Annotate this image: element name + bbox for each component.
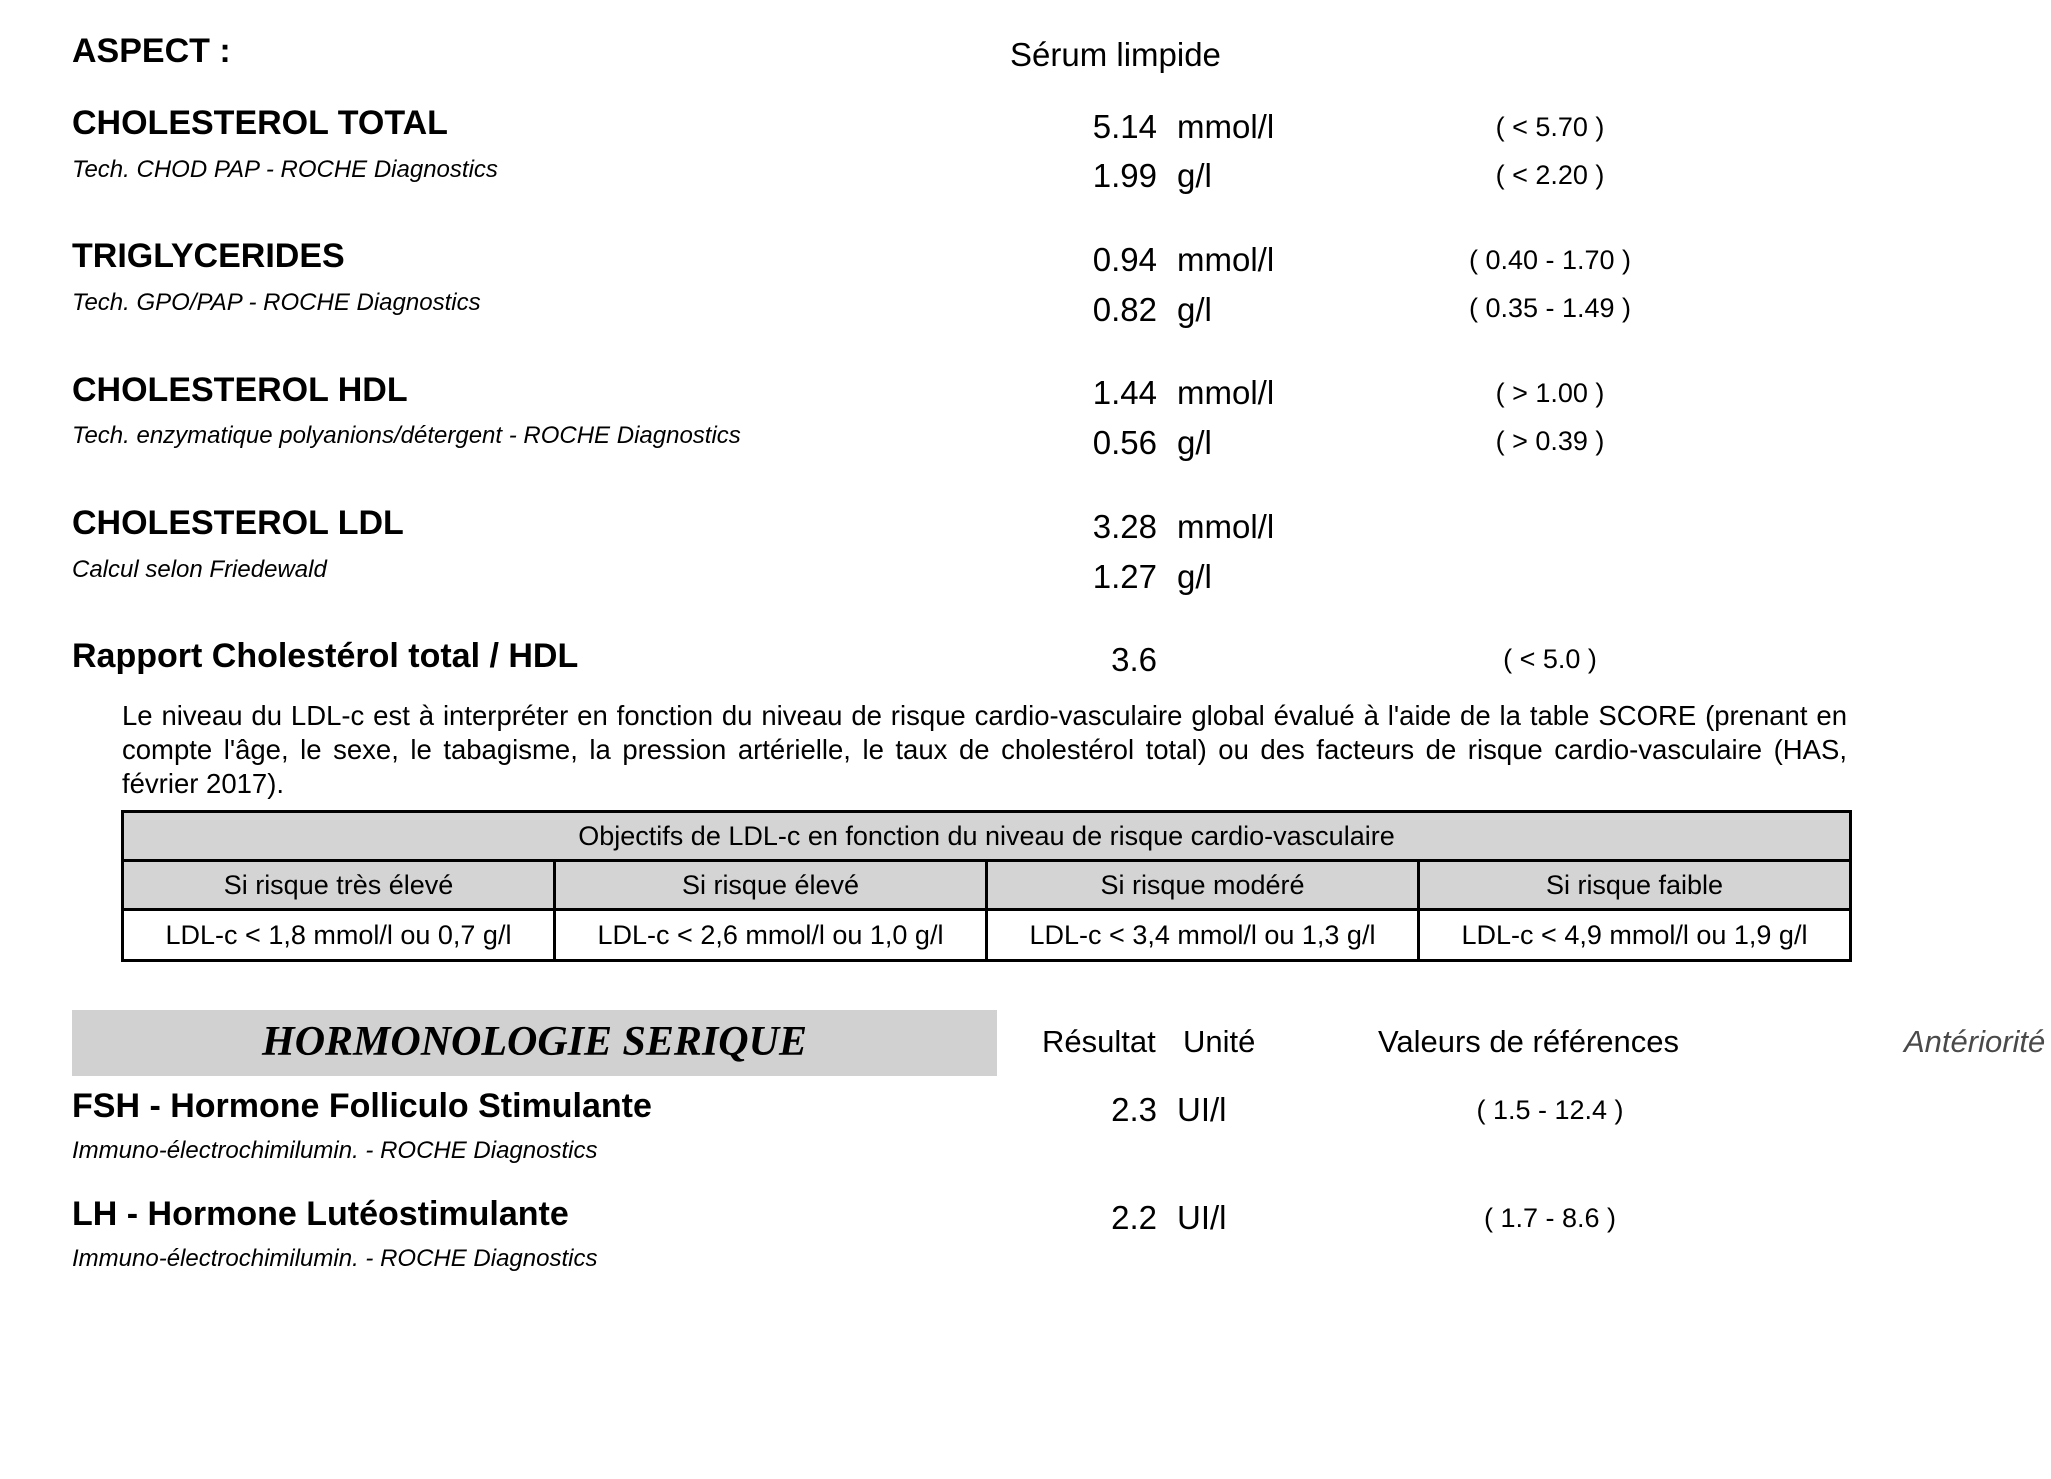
test-reference: ( 0.40 - 1.70 ) <box>1468 245 1632 275</box>
test-value: 0.56 <box>1092 424 1157 461</box>
ratio-reference: ( < 5.0 ) <box>1503 644 1597 674</box>
ldl-table-header: Si risque très élevé <box>123 861 555 910</box>
ldl-table-title: Objectifs de LDL-c en fonction du niveau de risque cardio-vasculaire <box>123 812 1851 861</box>
test-reference: ( 0.35 - 1.49 ) <box>1468 293 1632 323</box>
test-unit: g/l <box>1177 424 1212 461</box>
test-reference: ( 1.5 - 12.4 ) <box>1476 1095 1624 1125</box>
test-unit: g/l <box>1177 291 1212 328</box>
ldl-table-header: Si risque modéré <box>987 861 1419 910</box>
column-header-result: Résultat <box>1042 1024 1156 1059</box>
ldl-table-header: Si risque élevé <box>555 861 987 910</box>
test-value: 1.99 <box>1092 157 1157 194</box>
test-value: 1.27 <box>1092 558 1157 595</box>
test-unit: UI/l <box>1177 1199 1227 1236</box>
ldl-table-cell: LDL-c < 3,4 mmol/l ou 1,3 g/l <box>987 910 1419 961</box>
test-technique: Immuno-électrochimilumin. - ROCHE Diagnostics <box>72 1137 598 1164</box>
ldl-interpretation-text: Le niveau du LDL-c est à interpréter en fonction du niveau de risque cardio-vasculaire global évalué à l'aide de la table SCORE (prenant en compte l'âge, le sexe, le tabagisme, la pression artérielle, le taux de cholestérol total) ou des facteurs de risque cardio-vasculaire (HAS, février 2017). <box>122 700 1847 799</box>
test-value: 5.14 <box>1092 108 1157 145</box>
aspect-label: ASPECT : <box>72 32 231 70</box>
ratio-name: Rapport Cholestérol total / HDL <box>72 637 579 675</box>
test-unit: UI/l <box>1177 1091 1227 1128</box>
test-name: LH - Hormone Lutéostimulante <box>72 1195 569 1233</box>
test-reference: ( > 1.00 ) <box>1495 378 1605 408</box>
column-header-reference: Valeurs de références <box>1378 1024 1679 1059</box>
test-name: CHOLESTEROL LDL <box>72 504 404 542</box>
test-technique: Tech. enzymatique polyanions/détergent - ROCHE Diagnostics <box>72 422 741 449</box>
test-value: 2.3 <box>1111 1091 1157 1128</box>
test-unit: g/l <box>1177 157 1212 194</box>
test-reference: ( 1.7 - 8.6 ) <box>1483 1203 1617 1233</box>
ldl-table-cell: LDL-c < 2,6 mmol/l ou 1,0 g/l <box>555 910 987 961</box>
test-value: 3.28 <box>1092 508 1157 545</box>
test-name: FSH - Hormone Folliculo Stimulante <box>72 1087 652 1125</box>
test-unit: mmol/l <box>1177 374 1275 411</box>
test-unit: mmol/l <box>1177 241 1275 278</box>
test-reference: ( < 2.20 ) <box>1495 160 1605 190</box>
test-value: 1.44 <box>1092 374 1157 411</box>
test-name: CHOLESTEROL TOTAL <box>72 104 448 142</box>
test-value: 0.94 <box>1092 241 1157 278</box>
column-header-unit: Unité <box>1183 1024 1256 1059</box>
test-technique: Calcul selon Friedewald <box>72 556 327 583</box>
section-title: HORMONOLOGIE SERIQUE <box>262 1019 807 1065</box>
test-technique: Immuno-électrochimilumin. - ROCHE Diagnostics <box>72 1245 598 1272</box>
test-name: CHOLESTEROL HDL <box>72 371 408 409</box>
ldl-objectives-table <box>121 810 1852 962</box>
test-value: 0.82 <box>1092 291 1157 328</box>
test-reference: ( < 5.70 ) <box>1495 112 1605 142</box>
test-reference: ( > 0.39 ) <box>1495 426 1605 456</box>
ldl-table-cell: LDL-c < 1,8 mmol/l ou 0,7 g/l <box>123 910 555 961</box>
test-unit: mmol/l <box>1177 508 1275 545</box>
ldl-table-cell: LDL-c < 4,9 mmol/l ou 1,9 g/l <box>1419 910 1851 961</box>
ldl-table-header: Si risque faible <box>1419 861 1851 910</box>
test-unit: g/l <box>1177 558 1212 595</box>
aspect-value: Sérum limpide <box>1010 36 1221 73</box>
column-header-prior: Antériorité <box>1904 1024 2046 1059</box>
test-value: 2.2 <box>1111 1199 1157 1236</box>
test-unit: mmol/l <box>1177 108 1275 145</box>
ratio-value: 3.6 <box>1111 641 1157 678</box>
test-technique: Tech. GPO/PAP - ROCHE Diagnostics <box>72 289 481 316</box>
test-name: TRIGLYCERIDES <box>72 237 345 275</box>
test-technique: Tech. CHOD PAP - ROCHE Diagnostics <box>72 156 498 183</box>
